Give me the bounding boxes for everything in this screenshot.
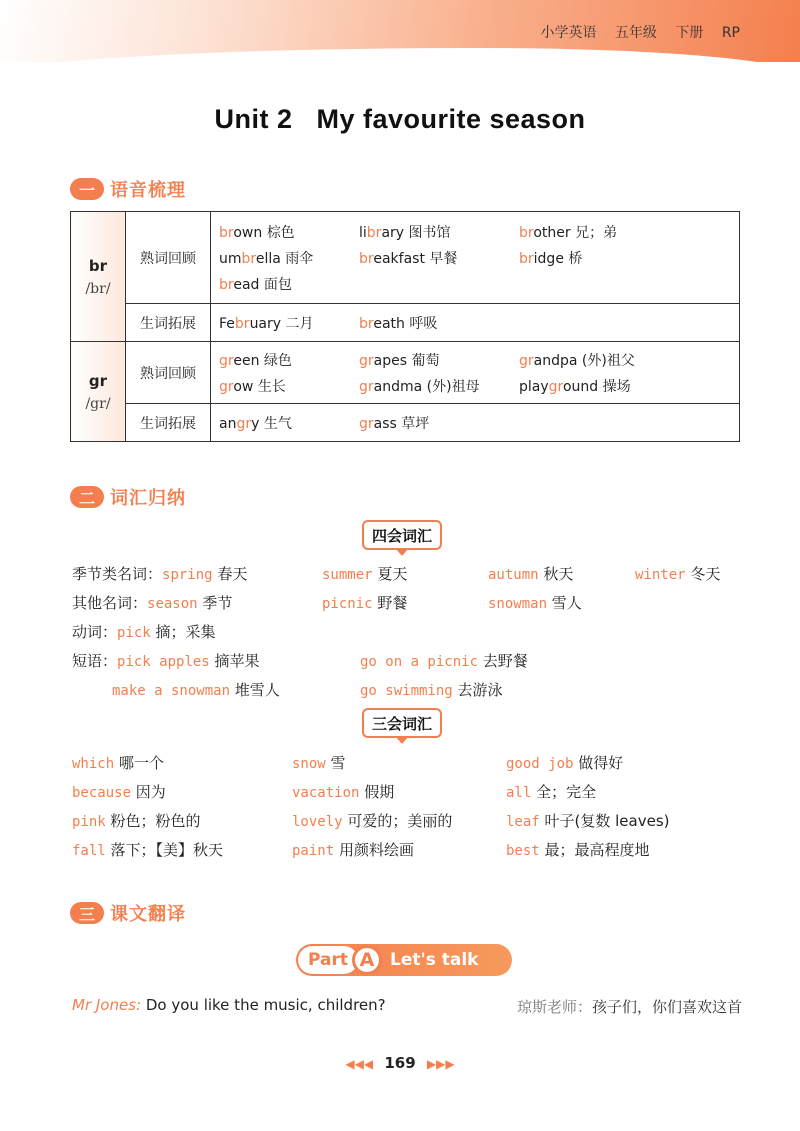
vocab-chinese: 夏天 (377, 565, 408, 583)
word-highlight: gr (359, 378, 374, 395)
vocab-item (72, 563, 247, 584)
phonics-word (219, 413, 359, 433)
word-meaning: 操场 (602, 378, 631, 395)
word-suffix: andma (373, 378, 423, 395)
word-cell (211, 342, 740, 404)
phonics-word (359, 222, 519, 242)
vocab-category: 短语： (72, 652, 118, 670)
word-suffix: own (233, 224, 263, 241)
word-suffix: eakfast (373, 250, 425, 267)
phonics-word (359, 350, 519, 370)
vocab-english: good job (506, 756, 574, 772)
vocab-chinese: 摘苹果 (214, 652, 260, 670)
word-prefix: um (219, 250, 242, 267)
part-banner (296, 944, 512, 976)
section-heading-phonics (70, 176, 186, 202)
sound-ipa: /br/ (85, 280, 111, 297)
vocab-english: pick (117, 625, 151, 641)
word-highlight: br (219, 276, 234, 293)
phonics-word (359, 248, 519, 268)
phonics-word (219, 274, 359, 294)
part-letter: A (352, 945, 382, 975)
vocab-category: 动词： (72, 623, 118, 641)
section-label: 课文翻译 (110, 904, 186, 925)
word-highlight: gr (359, 352, 374, 369)
vocab-item (72, 810, 201, 831)
vocab-chinese: 雪人 (551, 594, 582, 612)
row-label-extend: 生词拓展 (126, 304, 211, 342)
word-suffix: apes (373, 352, 408, 369)
row-label-review: 熟词回顾 (126, 342, 211, 404)
word-meaning: 生气 (263, 415, 292, 432)
word-meaning: 生长 (257, 378, 286, 395)
vocab-chinese: 季节 (202, 594, 233, 612)
phonics-word (519, 248, 669, 268)
word-meaning: 葡萄 (411, 352, 440, 369)
word-meaning: 呼吸 (409, 315, 438, 332)
header-grade: 五年级 (614, 25, 657, 41)
badge-four-skill-vocab: 四会词汇 (362, 520, 442, 550)
word-highlight: br (359, 315, 374, 332)
vocab-english: lovely (292, 814, 343, 830)
word-suffix: ound (562, 378, 599, 395)
word-highlight: br (234, 315, 250, 332)
word-suffix: ary (381, 224, 405, 241)
section-number-icon: 一 (70, 178, 104, 200)
word-highlight: br (359, 250, 374, 267)
word-meaning: 兄；弟 (575, 224, 618, 241)
dialog-line (72, 996, 742, 1014)
vocab-chinese: 去游泳 (457, 681, 503, 699)
word-highlight: gr (219, 352, 234, 369)
word-meaning: 棕色 (266, 224, 295, 241)
footer-left-arrows-icon: ◀◀◀ (345, 1057, 374, 1071)
vocab-item (635, 563, 720, 584)
word-highlight: gr (236, 415, 252, 432)
word-highlight: gr (519, 352, 534, 369)
section-number-icon: 二 (70, 486, 104, 508)
word-highlight: gr (219, 378, 234, 395)
section-heading-translation (70, 900, 186, 926)
vocab-chinese: 雪 (330, 754, 346, 772)
word-prefix: play (519, 378, 549, 395)
vocab-chinese: 全；完全 (536, 783, 597, 801)
word-suffix: andpa (533, 352, 578, 369)
section-label: 语音梳理 (110, 180, 186, 201)
word-highlight: gr (359, 415, 374, 432)
phonics-word (219, 222, 359, 242)
phonics-table (70, 211, 740, 442)
phonics-word (219, 350, 359, 370)
vocab-chinese: 摘；采集 (155, 623, 216, 641)
vocab-item (322, 563, 407, 584)
section-number-icon: 三 (70, 902, 104, 924)
phonics-word (519, 222, 669, 242)
vocab-english: go swimming (360, 683, 453, 699)
vocab-item (506, 752, 623, 773)
vocab-english: fall (72, 843, 106, 859)
vocab-english: make a snowman (112, 683, 231, 699)
word-highlight: br (519, 224, 534, 241)
vocab-english: pick apples (117, 654, 210, 670)
vocab-english: which (72, 756, 115, 772)
vocab-item (360, 650, 528, 671)
phonics-word (519, 376, 669, 396)
word-meaning: 图书馆 (408, 224, 451, 241)
vocab-chinese: 去野餐 (482, 652, 528, 670)
vocab-item (488, 563, 573, 584)
page-title: Unit 2 My favourite season (214, 104, 586, 134)
vocab-chinese: 堆雪人 (234, 681, 280, 699)
sound-cell-gr (71, 342, 126, 442)
word-meaning: 桥 (568, 250, 583, 267)
word-cell (211, 212, 740, 304)
vocab-english: vacation (292, 785, 360, 801)
page-header (526, 22, 740, 42)
word-meaning: (外)祖母 (426, 378, 480, 395)
vocab-chinese: 因为 (135, 783, 166, 801)
word-meaning: 面包 (263, 276, 292, 293)
vocab-item (112, 679, 280, 700)
vocab-english: snow (292, 756, 326, 772)
vocab-chinese: 春天 (217, 565, 248, 583)
part-word: Part (298, 946, 358, 974)
sound-cell-br (71, 212, 126, 342)
vocab-chinese: 叶子(复数 leaves) (544, 812, 670, 830)
part-label: Let's talk (390, 950, 479, 970)
vocab-english: season (147, 596, 198, 612)
vocab-chinese: 野餐 (377, 594, 408, 612)
phonics-word (359, 313, 519, 333)
vocab-category: 其他名词： (72, 594, 148, 612)
vocab-chinese: 哪一个 (118, 754, 164, 772)
vocab-item (506, 781, 596, 802)
phonics-word (519, 350, 669, 370)
vocab-item (360, 679, 503, 700)
word-meaning: 二月 (285, 315, 314, 332)
vocab-english: picnic (322, 596, 373, 612)
speaker-name: Mr Jones: (72, 996, 142, 1014)
vocab-english: pink (72, 814, 106, 830)
header-volume: 下册 (675, 25, 704, 41)
vocab-item (488, 592, 582, 613)
word-suffix: uary (249, 315, 282, 332)
section-heading-vocab (70, 484, 186, 510)
sound-letters: gr (88, 371, 108, 390)
vocab-item (292, 839, 414, 860)
vocab-item (292, 781, 394, 802)
vocab-item (72, 650, 260, 671)
word-highlight: br (519, 250, 534, 267)
word-suffix: other (533, 224, 571, 241)
word-suffix: een (233, 352, 260, 369)
phonics-word (359, 413, 519, 433)
vocab-english: snowman (488, 596, 548, 612)
vocab-chinese: 最；最高程度地 (544, 841, 650, 859)
sound-ipa: /gr/ (85, 395, 111, 412)
word-suffix: eath (373, 315, 405, 332)
vocab-english: autumn (488, 567, 539, 583)
vocab-english: winter (635, 567, 686, 583)
vocab-chinese: 可爱的；美丽的 (347, 812, 453, 830)
vocab-item (292, 752, 346, 773)
vocab-chinese: 秋天 (543, 565, 574, 583)
word-suffix: ow (233, 378, 254, 395)
word-highlight: br (241, 250, 256, 267)
page-footer (0, 1054, 800, 1072)
dialog-chinese-text: 孩子们，你们喜欢这首 (591, 998, 742, 1016)
phonics-word (359, 376, 519, 396)
word-cell (211, 304, 740, 342)
vocab-item (506, 839, 650, 860)
word-meaning: 绿色 (263, 352, 292, 369)
phonics-word (219, 376, 359, 396)
dialog-english: Do you like the music, children? (145, 996, 386, 1014)
word-suffix: y (251, 415, 260, 432)
vocab-item (506, 810, 669, 831)
word-highlight: br (219, 224, 234, 241)
phonics-word (219, 248, 359, 268)
word-suffix: ead (233, 276, 260, 293)
vocab-item (72, 839, 223, 860)
word-meaning: 草坪 (401, 415, 430, 432)
vocab-english: all (506, 785, 532, 801)
sound-letters: br (88, 256, 108, 275)
dialog-chinese (517, 996, 742, 1017)
vocab-english: leaf (506, 814, 540, 830)
vocab-item (72, 752, 164, 773)
word-meaning: 雨伞 (285, 250, 314, 267)
header-edition: RP (721, 25, 740, 41)
vocab-chinese: 冬天 (690, 565, 721, 583)
word-highlight: gr (548, 378, 563, 395)
vocab-chinese: 落下；【美】秋天 (110, 841, 224, 859)
word-suffix: ass (373, 415, 397, 432)
vocab-item (72, 781, 166, 802)
word-highlight: br (366, 224, 382, 241)
vocab-chinese: 粉色；粉色的 (110, 812, 201, 830)
row-label-review: 熟词回顾 (126, 212, 211, 304)
word-suffix: ella (255, 250, 281, 267)
vocab-english: paint (292, 843, 335, 859)
speaker-name-cn: 琼斯老师： (516, 998, 592, 1016)
word-prefix: an (219, 415, 237, 432)
word-meaning: (外)祖父 (581, 352, 635, 369)
row-label-extend: 生词拓展 (126, 404, 211, 442)
vocab-item (72, 592, 232, 613)
word-cell (211, 404, 740, 442)
section-label: 词汇归纳 (110, 488, 186, 509)
badge-three-skill-vocab: 三会词汇 (362, 708, 442, 738)
word-prefix: Fe (219, 315, 235, 332)
vocab-english: because (72, 785, 132, 801)
vocab-item (292, 810, 452, 831)
word-suffix: idge (533, 250, 564, 267)
vocab-english: best (506, 843, 540, 859)
vocab-english: spring (162, 567, 213, 583)
footer-right-arrows-icon: ▶▶▶ (426, 1057, 455, 1071)
header-subject: 小学英语 (540, 25, 597, 41)
vocab-category: 季节类名词： (72, 565, 163, 583)
vocab-item (72, 621, 216, 642)
word-prefix: li (359, 224, 367, 241)
vocab-english: go on a picnic (360, 654, 479, 670)
word-meaning: 早餐 (429, 250, 458, 267)
phonics-word (219, 313, 359, 333)
vocab-chinese: 做得好 (578, 754, 624, 772)
vocab-chinese: 假期 (364, 783, 395, 801)
vocab-item (322, 592, 407, 613)
vocab-english: summer (322, 567, 373, 583)
vocab-chinese: 用颜料绘画 (338, 841, 414, 859)
page-number: 169 (384, 1054, 416, 1072)
